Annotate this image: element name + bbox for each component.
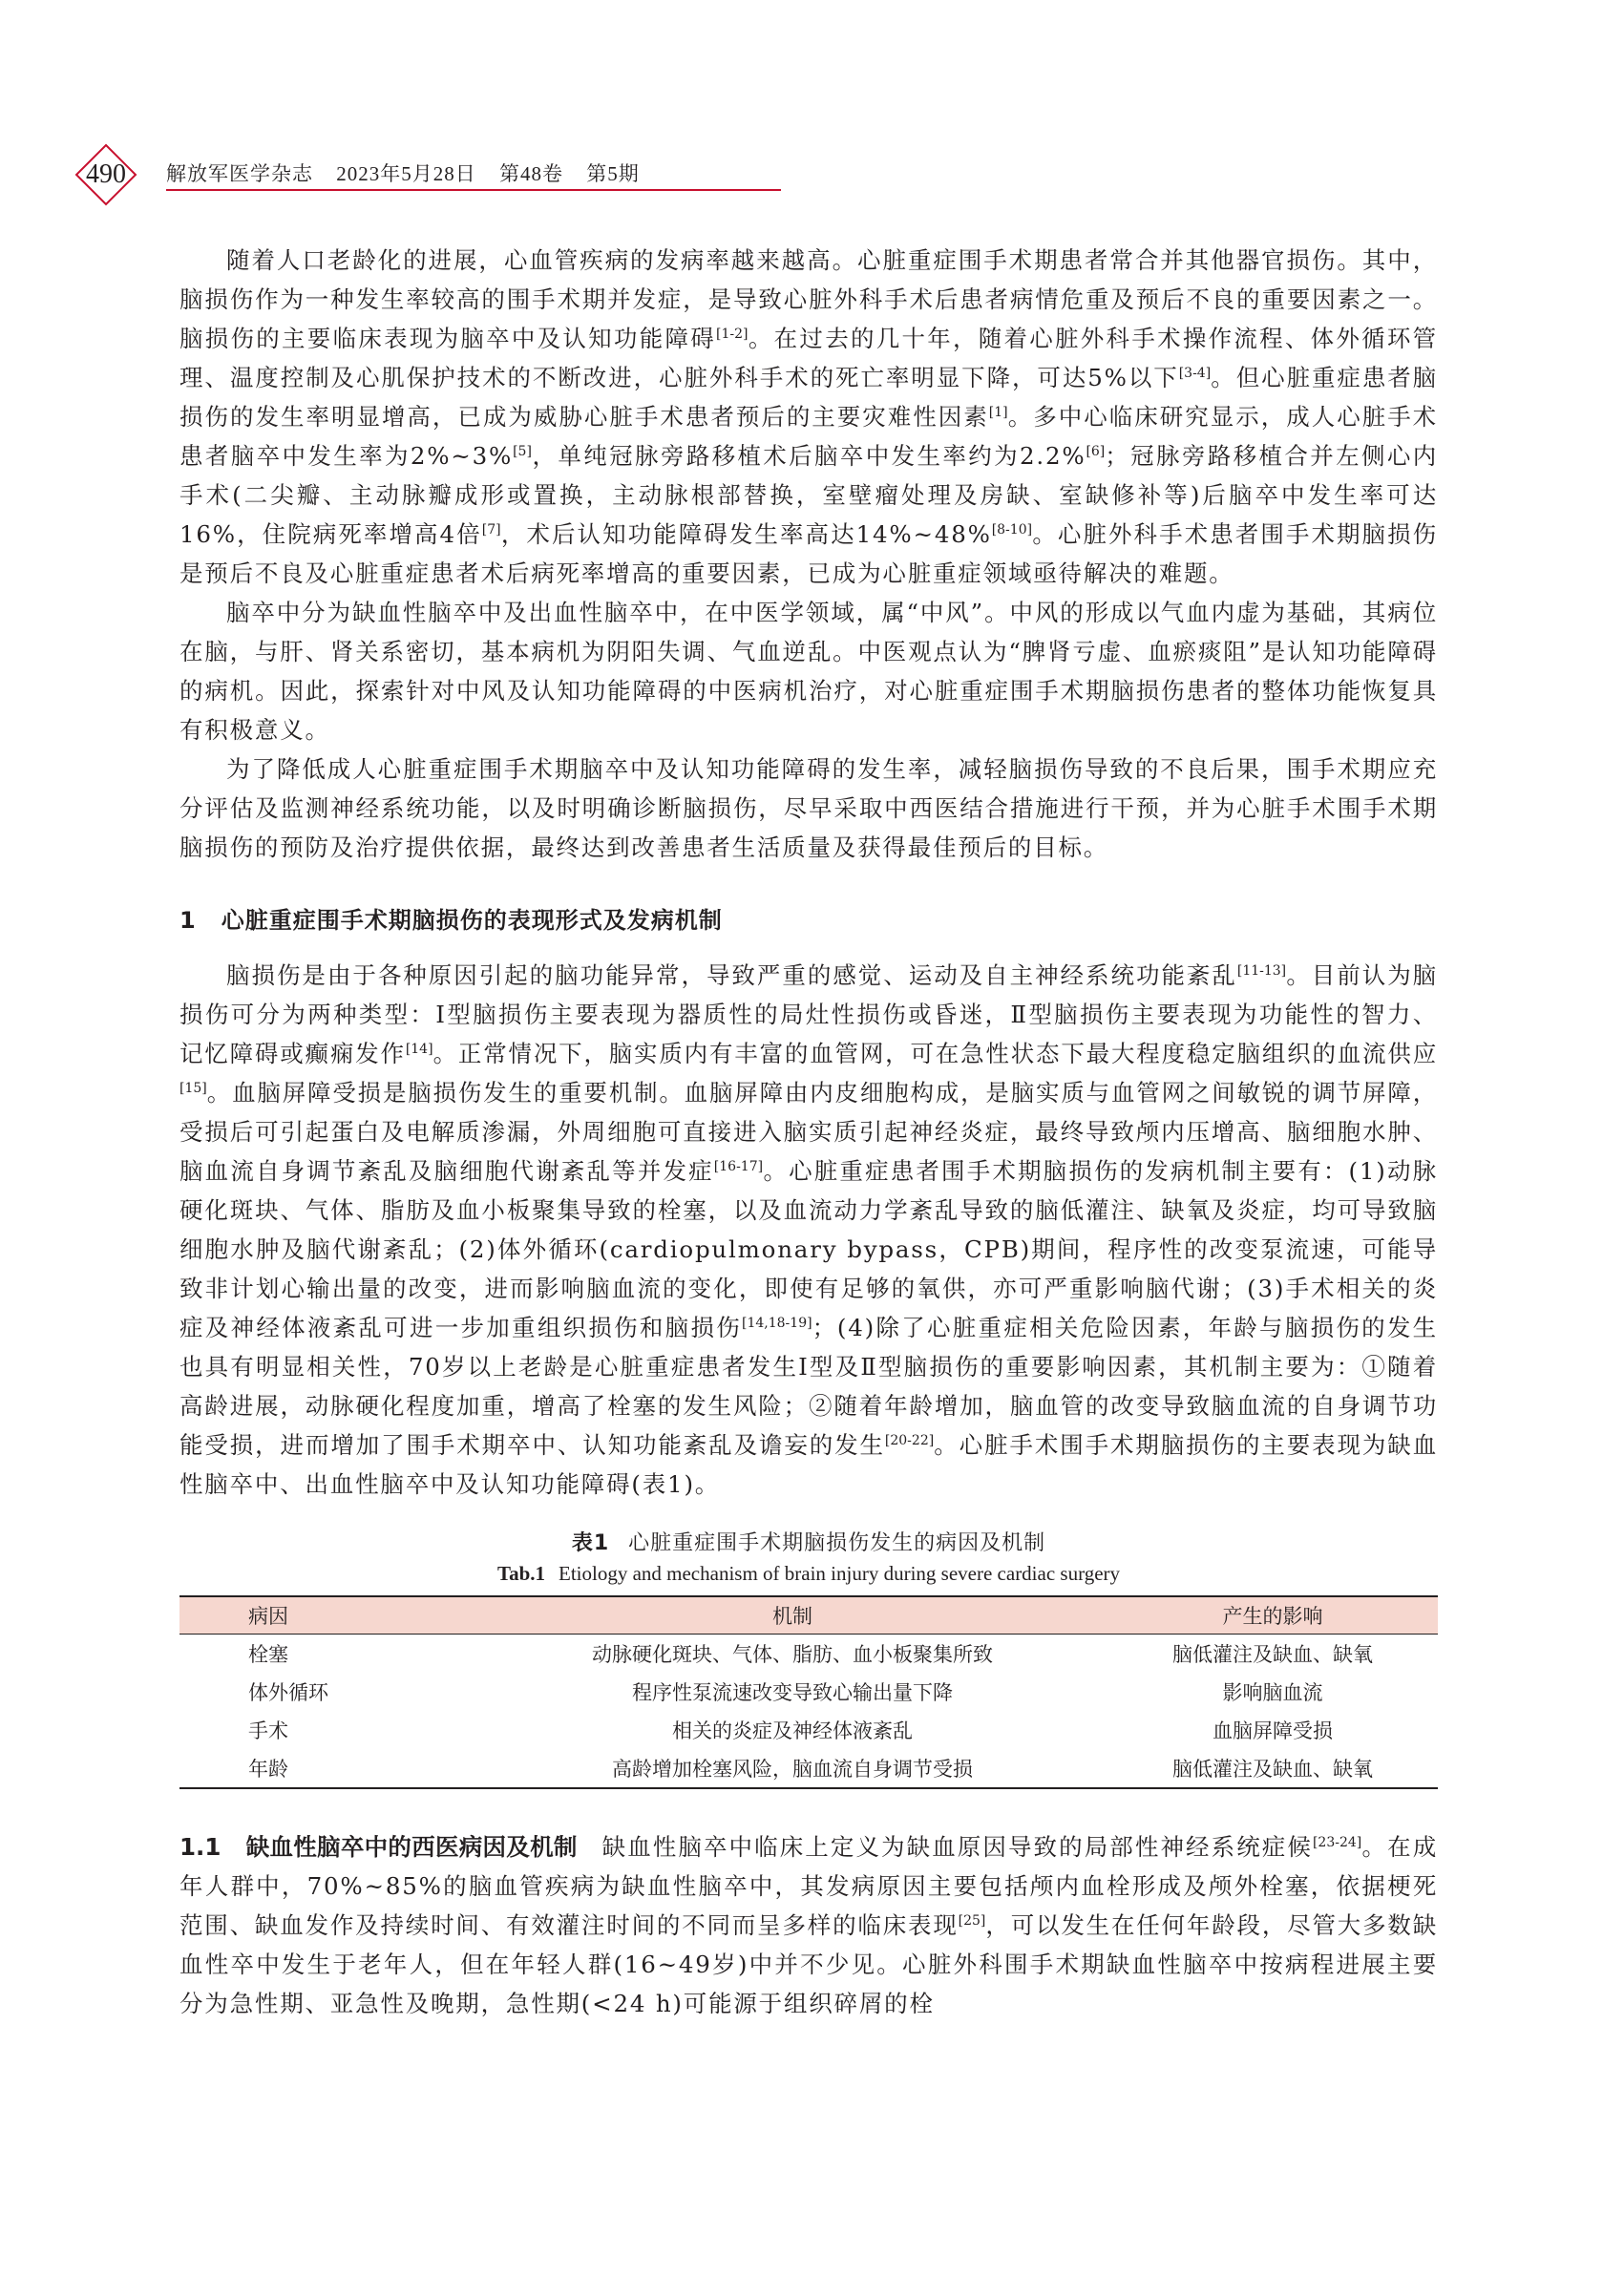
table-row [179,1673,1438,1711]
citation: [7] [481,521,501,538]
table-cell: 体外循环 [248,1681,328,1704]
intro-paragraph-1: 随着人口老龄化的进展，心血管疾病的发病率越来越高。心脏重症围手术期患者常合并其他器官损伤。其中，脑损伤作为一种发生率较高的围手术期并发症，是导致心脏外科手术后患者病情危重及预后不良的重要因素之一。脑损伤的主要临床表现为脑卒中及认知功能障碍[1-2]。在过去的几十年，随着心脏外科手术操作流程、体外循环管理、温度控制及心肌保护技术的不断改进，心脏外科手术的死亡率明显下降，可达5%以下[3-4]。但心脏重症患者脑损伤的发生率明显增高，已成为威胁心脏手术患者预后的主要灾难性因素[1]。多中心临床研究显示，成人心脏手术患者脑卒中发生率为2%~3%[5]，单纯冠脉旁路移植术后脑卒中发生率约为2.2%[6]；冠脉旁路移植合并左侧心内手术(二尖瓣、主动脉瓣成形或置换，主动脉根部替换，室壁瘤处理及房缺、室缺修补等)后脑卒中发生率可达16%，住院病死率增高4倍[7]，术后认知功能障碍发生率高达14%~48%[8-10]。心脏外科手术患者围手术期脑损伤是预后不良及心脏重症患者术后病死率增高的重要因素，已成为心脏重症领域亟待解决的难题。 [179,246,1438,587]
table-cell: 动脉硬化斑块、气体、脂肪、血小板聚集所致 [592,1643,993,1666]
table-row [179,1635,1438,1674]
table-caption [179,1527,1438,1586]
subsection-title: 缺血性脑卒中的西医病因及机制 [245,1833,578,1861]
page-header [74,143,705,200]
citation: [16-17] [713,1158,764,1174]
section-title: 心脏重症围手术期脑损伤的表现形式及发病机制 [221,907,723,934]
citation: [3-4] [1178,365,1212,381]
issue: 第5期 [586,162,640,185]
table-caption-en: Tab.1 Etiology and mechanism of brain injury during severe cardiac surgery [496,1562,1121,1585]
issue-date: 2023年5月28日 [336,162,476,185]
header-rule [166,189,781,191]
table-row [179,1749,1438,1788]
citation: [23-24] [1312,1834,1362,1850]
table-caption-cn: 表1 心脏重症围手术期脑损伤发生的病因及机制 [571,1531,1046,1555]
citation: [5] [513,443,532,459]
citation: [1] [988,404,1008,420]
intro-paragraph-2: 脑卒中分为缺血性脑卒中及出血性脑卒中，在中医学领域，属“中风”。中风的形成以气血内虚为基础，其病位在脑，与肝、肾关系密切，基本病机为阴阳失调、气血逆乱。中医观点认为“脾肾亏虚、血瘀痰阻”是认知功能障碍的病机。因此，探索针对中风及认知功能障碍的中医病机治疗，对心脏重症围手术期脑损伤患者的整体功能恢复具有积极意义。 [179,599,1438,744]
table-row [179,1711,1438,1749]
citation: [6] [1086,443,1106,459]
table-cell: 相关的炎症及神经体液紊乱 [672,1719,913,1742]
table-header-cell: 病因 [179,1596,477,1635]
citation: [25] [958,1912,986,1929]
article-body [179,241,1438,2023]
citation: [1-2] [715,326,749,342]
journal-info [166,158,657,187]
citation: [11-13] [1236,962,1287,979]
subsection-1-1-paragraph: 1.1 缺血性脑卒中的西医病因及机制 缺血性脑卒中临床上定义为缺血原因导致的局部性神经系统症候[23-24]。在成年人群中，70%~85%的脑血管疾病为缺血性脑卒中，其发病原因主要包括颅内血栓形成及颅外栓塞，依据梗死范围、缺血发作及持续时间、有效灌注时间的不同而呈多样的临床表现[25]，可以发生在任何年龄段，尽管大多数缺血性卒中发生于老年人，但在年轻人群(16~49岁)中并不少见。心脏外科围手术期缺血性脑卒中按病程进展主要分为急性期、亚急性及晚期，急性期(<24 h)可能源于组织碎屑的栓 [179,1833,1439,2017]
table-header-row [179,1596,1438,1635]
table-cell: 脑低灌注及缺血、缺氧 [1172,1643,1373,1666]
table-cell: 脑低灌注及缺血、缺氧 [1172,1758,1373,1781]
table-cell: 程序性泵流速改变导致心输出量下降 [632,1681,953,1704]
section1-paragraph: 脑损伤是由于各种原因引起的脑功能异常，导致严重的感觉、运动及自主神经系统功能紊乱[11-13]。目前认为脑损伤可分为两种类型：Ⅰ型脑损伤主要表现为器质性的局灶性损伤或昏迷，Ⅱ型脑损伤主要表现为功能性的智力、记忆障碍或癫痫发作[14]。正常情况下，脑实质内有丰富的血管网，可在急性状态下最大程度稳定脑组织的血流供应[15]。血脑屏障受损是脑损伤发生的重要机制。血脑屏障由内皮细胞构成，是脑实质与血管网之间敏锐的调节屏障，受损后可引起蛋白及电解质渗漏，外周细胞可直接进入脑实质引起神经炎症，最终导致颅内压增高、脑细胞水肿、脑血流自身调节紊乱及脑细胞代谢紊乱等并发症[16-17]。心脏重症患者围手术期脑损伤的发病机制主要有：(1)动脉硬化斑块、气体、脂肪及血小板聚集导致的栓塞，以及血流动力学紊乱导致的脑低灌注、缺氧及炎症，均可导致脑细胞水肿及脑代谢紊乱；(2)体外循环(cardiopulmonary bypass，CPB)期间，程序性的改变泵流速，可能导致非计划心输出量的改变，进而影响脑血流的变化，即使有足够的氧供，亦可严重影响脑代谢；(3)手术相关的炎症及神经体液紊乱可进一步加重组织损伤和脑损伤[14,18-19]；(4)除了心脏重症相关危险因素，年龄与脑损伤的发生也具有明显相关性，70岁以上老龄是心脏重症患者发生Ⅰ型及Ⅱ型脑损伤的重要影响因素，其机制主要为：①随着高龄进展，动脉硬化程度加重，增高了栓塞的发生风险；②随着年龄增加，脑血管的改变导致脑血流的自身调节功能受损，进而增加了围手术期卒中、认知功能紊乱及谵妄的发生[20-22]。心脏手术围手术期脑损伤的主要表现为缺血性脑卒中、出血性脑卒中及认知功能障碍(表1)。 [179,961,1439,1498]
table-cell: 栓塞 [248,1643,288,1666]
table-header-cell: 机制 [477,1596,1107,1635]
citation: [14] [405,1041,433,1057]
section-heading [179,901,1438,935]
table-cell: 年龄 [248,1758,288,1781]
page-number: 490 [86,159,126,189]
intro-paragraph-3: 为了降低成人心脏重症围手术期脑卒中及认知功能障碍的发生率，减轻脑损伤导致的不良后果，围手术期应充分评估及监测神经系统功能，以及时明确诊断脑损伤，尽早采取中西医结合措施进行干预，并为心脏手术围手术期脑损伤的预防及治疗提供依据，最终达到改善患者生活质量及获得最佳预后的目标。 [179,755,1438,861]
table-header-cell: 产生的影响 [1107,1596,1438,1635]
citation: [8-10] [991,521,1033,538]
volume: 第48卷 [499,162,563,185]
table-cell: 血脑屏障受损 [1213,1719,1333,1742]
citation: [20-22] [884,1432,935,1448]
subsection-number: 1.1 [179,1833,221,1861]
citation: [14,18-19] [742,1315,812,1331]
table-1 [179,1595,1438,1789]
table-cell: 手术 [248,1719,288,1742]
section-number: 1 [179,907,197,934]
citation: [15] [179,1080,207,1096]
table-cell: 影响脑血流 [1222,1681,1323,1704]
table-cell: 高龄增加栓塞风险，脑血流自身调节受损 [612,1758,973,1781]
journal-name: 解放军医学杂志 [166,162,313,185]
